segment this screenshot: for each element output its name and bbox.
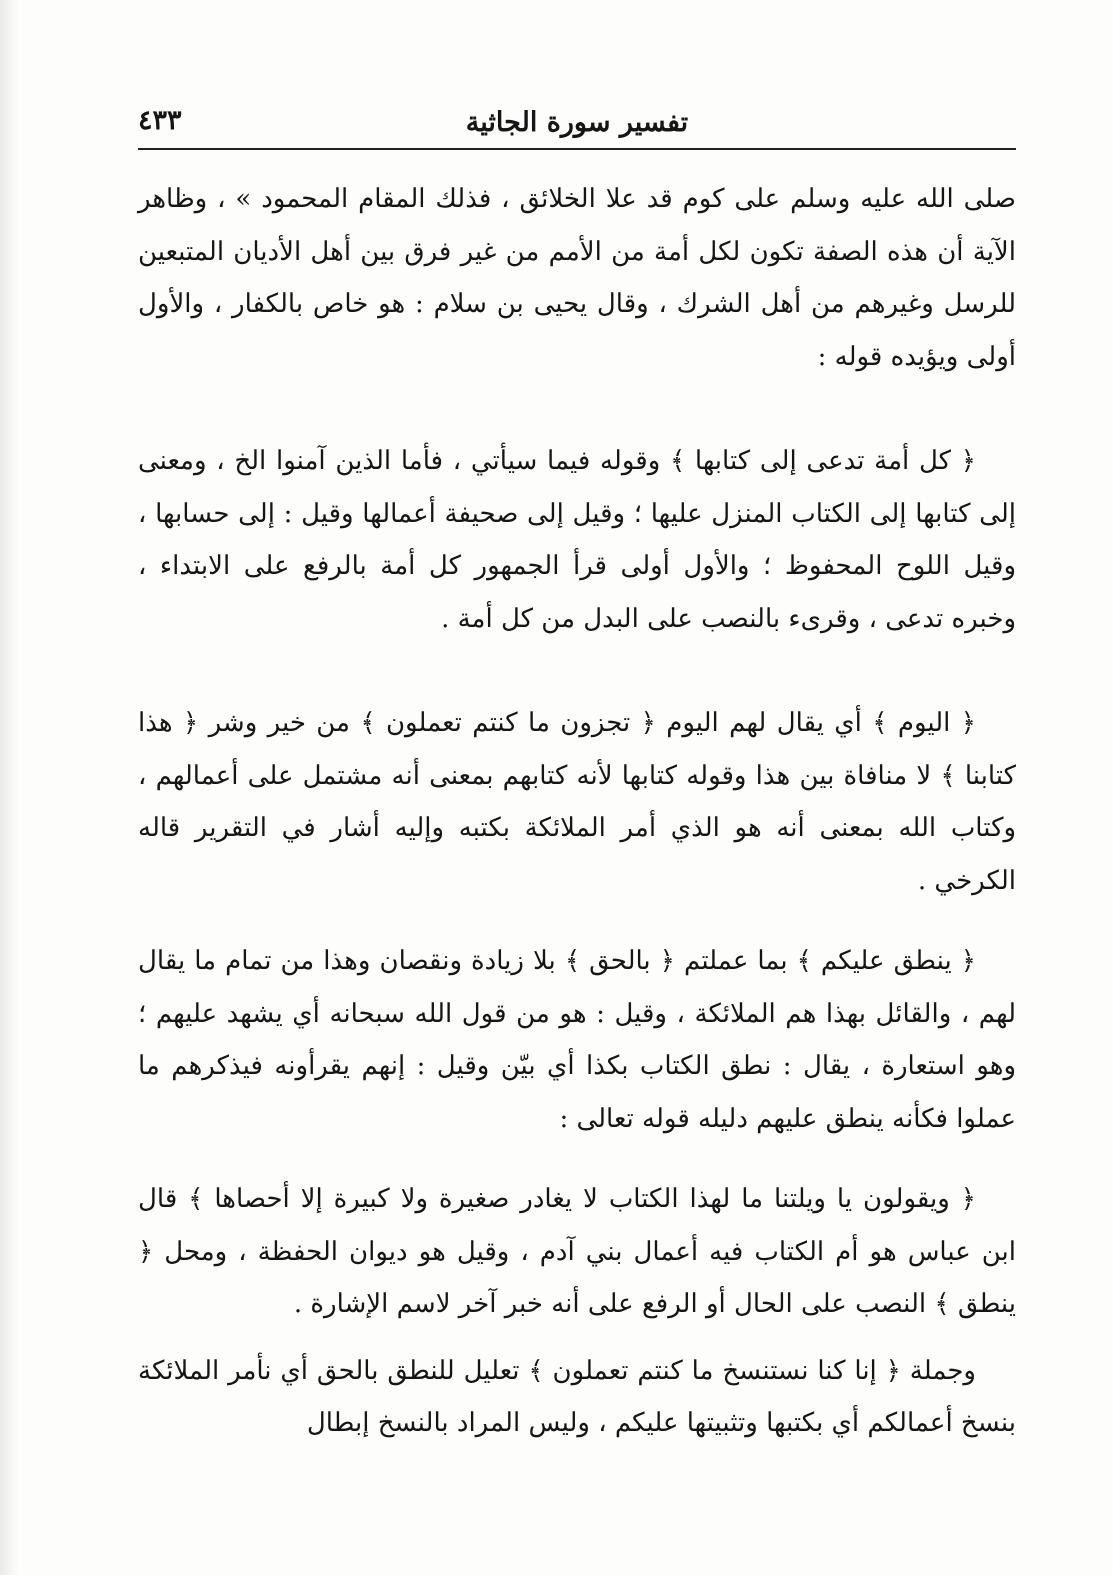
running-title: تفسير سورة الجاثية bbox=[465, 107, 689, 138]
page-number: ٤٣٣ bbox=[138, 105, 182, 136]
paragraph-3: ﴿ اليوم ﴾ أي يقال لهم اليوم ﴿ تجزون ما كنتم تعملون ﴾ من خير وشر ﴿ هذا كتابنا ﴾ لا منافاة بين هذا وقوله كتابها لأنه كتابهم بمعنى أنه مشتمل على أعمالهم ، وكتاب الله بمعنى أنه هو الذي أمر الملائكة بكتبه وإليه أشار في التقرير قاله الكرخي . bbox=[138, 708, 1016, 896]
header-rule bbox=[138, 148, 1016, 150]
paragraph-5: ﴿ ويقولون يا ويلتنا ما لهذا الكتاب لا يغادر صغيرة ولا كبيرة إلا أحصاها ﴾ قال ابن عباس هو أم الكتاب فيه أعمال بني آدم ، وقيل هو ديوان الحفظة ، ومحل ﴿ ينطق ﴾ النصب على الحال أو الرفع على أنه خبر آخر لاسم الإشارة . bbox=[138, 1184, 1016, 1319]
paragraph-1: صلى الله عليه وسلم على كوم قد علا الخلائق ، فذلك المقام المحمود » ، وظاهر الآية أن هذه الصفة تكون لكل أمة من الأمم من غير فرق بين أهل الأديان المتبعين للرسل وغيرهم من أهل الشرك ، وقال يحيى بن سلام : هو خاص بالكفار ، والأول أولى ويؤيده قوله : bbox=[138, 184, 1016, 372]
paragraph-2: ﴿ كل أمة تدعى إلى كتابها ﴾ وقوله فيما سيأتي ، فأما الذين آمنوا الخ ، ومعنى إلى كتابها إلى الكتاب المنزل عليها ؛ وقيل إلى صحيفة أعمالها وقيل : إلى حسابها ، وقيل اللوح المحفوظ ؛ والأول أولى قرأ الجمهور كل أمة بالرفع على الابتداء ، وخبره تدعى ، وقرىء بالنصب على البدل من كل أمة . bbox=[138, 446, 1016, 634]
page-header bbox=[138, 92, 1016, 146]
scan-edge-shadow bbox=[0, 0, 18, 1575]
body-text bbox=[138, 173, 1016, 1450]
paragraph-4: ﴿ ينطق عليكم ﴾ بما عملتم ﴿ بالحق ﴾ بلا زيادة ونقصان وهذا من تمام ما يقال لهم ، والقائل بهذا هم الملائكة ، وقيل : هو من قول الله سبحانه أي يشهد عليهم ؛ وهو استعارة ، يقال : نطق الكتاب بكذا أي بيّن وقيل : إنهم يقرأونه فيذكرهم ما عملوا فكأنه ينطق عليهم دليله قوله تعالى : bbox=[138, 946, 1016, 1134]
paragraph-6: وجملة ﴿ إنا كنا نستنسخ ما كنتم تعملون ﴾ تعليل للنطق بالحق أي نأمر الملائكة بنسخ أعمالكم أي بكتبها وتثبيتها عليكم ، وليس المراد بالنسخ إبطال bbox=[138, 1355, 1016, 1438]
